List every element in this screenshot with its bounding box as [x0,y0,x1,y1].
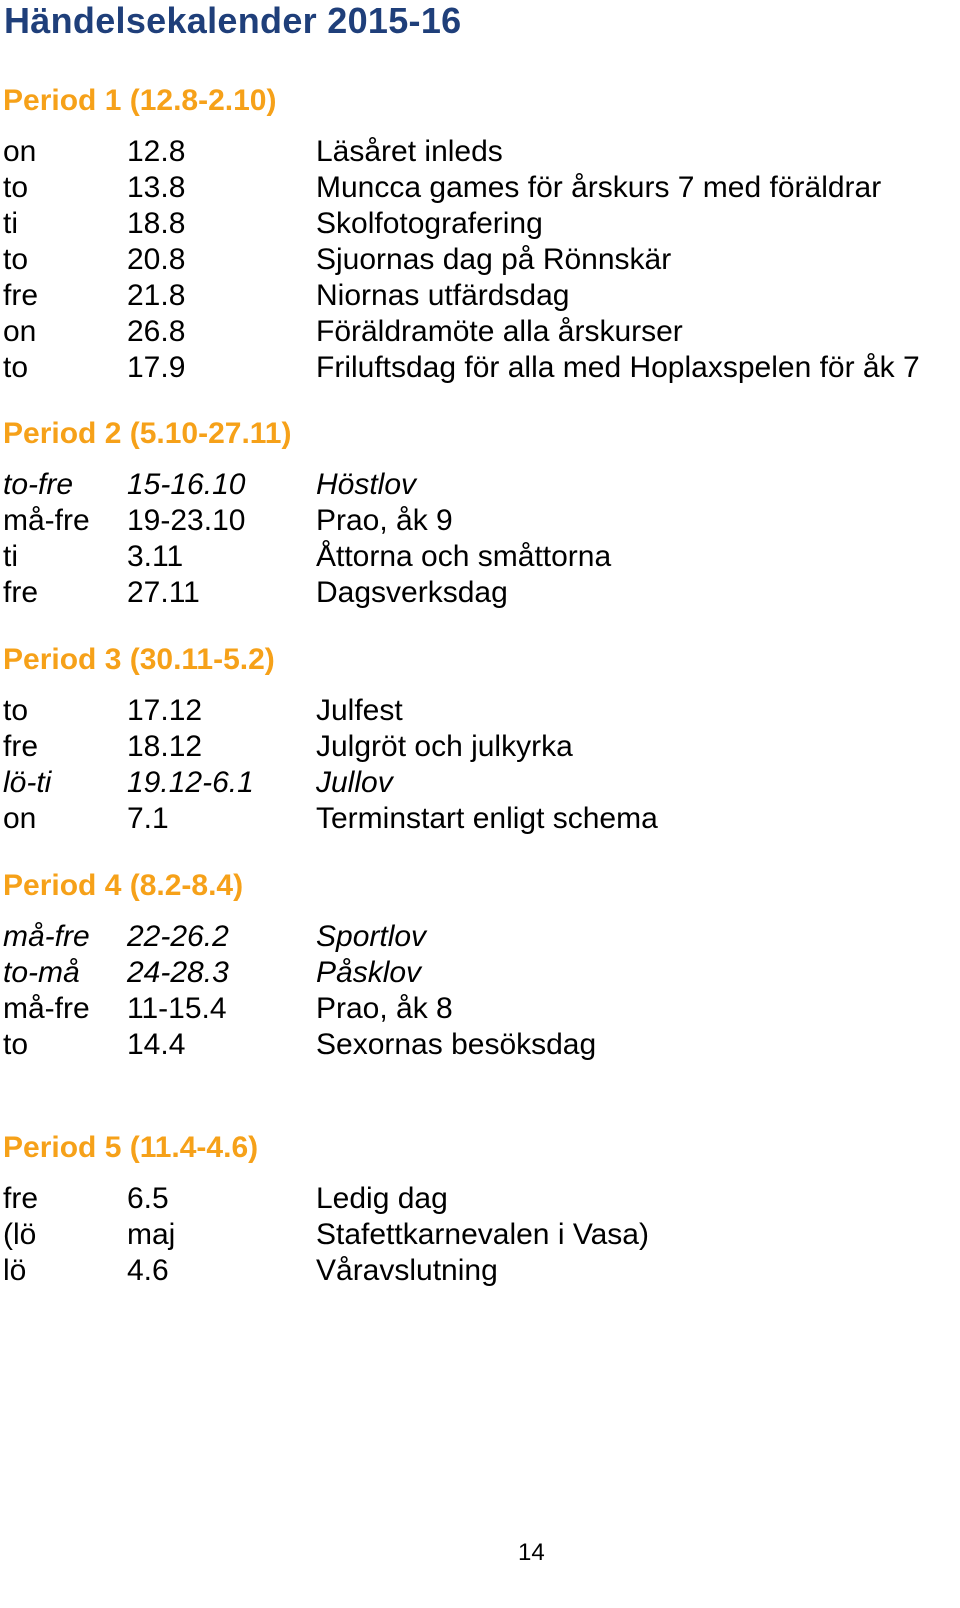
event-date: 19.12-6.1 [127,766,254,799]
event-day: lö [3,1254,27,1287]
event-day: lö-ti [3,766,52,799]
event-description: Läsåret inleds [316,135,503,168]
event-date: 24-28.3 [127,956,229,989]
event-row [0,1181,960,1217]
event-row [0,991,960,1027]
event-description: Åttorna och småttorna [316,540,612,573]
event-description: Föräldramöte alla årskurser [316,315,683,348]
event-day: on [3,802,37,835]
event-row [0,801,960,837]
event-date: 13.8 [127,171,186,204]
event-date: 17.12 [127,694,203,727]
event-date: 12.8 [127,135,186,168]
event-day: ti [3,540,18,573]
event-row [0,955,960,991]
event-date: 3.11 [127,540,184,573]
event-date: 21.8 [127,279,186,312]
event-description: Skolfotografering [316,207,543,240]
event-day: fre [3,279,39,312]
event-row [0,539,960,575]
event-row [0,765,960,801]
event-description: Sportlov [316,920,427,953]
period-2 [0,417,960,611]
event-row [0,314,960,350]
period-5 [0,1131,960,1289]
event-description: Terminstart enligt schema [316,802,658,835]
event-row [0,1253,960,1289]
event-day: fre [3,730,39,763]
event-row [0,693,960,729]
event-description: Stafettkarnevalen i Vasa) [316,1218,649,1251]
event-row [0,575,960,611]
event-date: 7.1 [127,802,169,835]
event-description: Sjuornas dag på Rönnskär [316,243,672,276]
event-description: Prao, åk 9 [316,504,453,537]
event-date: 17.9 [127,351,186,384]
event-date: 18.8 [127,207,186,240]
event-description: Niornas utfärdsdag [316,279,570,312]
event-date: 27.11 [127,576,200,609]
event-date: 6.5 [127,1182,169,1215]
event-day: må-fre [3,504,90,537]
event-date: 14.4 [127,1028,186,1061]
period-heading: Period 3 (30.11-5.2) [3,643,275,676]
event-row [0,503,960,539]
event-date: 18.12 [127,730,203,763]
event-row [0,242,960,278]
event-day: (lö [3,1218,37,1251]
event-day: må-fre [3,992,90,1025]
event-date: 22-26.2 [127,920,229,953]
event-day: fre [3,1182,39,1215]
event-day: to [3,1028,29,1061]
event-row [0,1027,960,1063]
event-row [0,919,960,955]
event-day: to [3,171,29,204]
event-description: Friluftsdag för alla med Hoplaxspelen för åk 7 [316,351,920,384]
event-date: 15-16.10 [127,468,246,501]
period-3 [0,643,960,837]
event-row [0,206,960,242]
document-title: Händelsekalender 2015-16 [4,0,462,41]
event-description: Jullov [316,766,393,799]
period-heading: Period 2 (5.10-27.11) [3,417,292,450]
event-row [0,1217,960,1253]
event-row [0,467,960,503]
period-heading: Period 5 (11.4-4.6) [3,1131,259,1164]
event-date: maj [127,1218,176,1251]
period-1 [0,84,960,386]
event-description: Påsklov [316,956,422,989]
event-description: Muncca games för årskurs 7 med föräldrar [316,171,882,204]
event-day: on [3,315,37,348]
event-description: Sexornas besöksdag [316,1028,597,1061]
event-row [0,729,960,765]
event-day: to-må [3,956,80,989]
event-row [0,134,960,170]
event-date: 26.8 [127,315,186,348]
event-date: 4.6 [127,1254,169,1287]
event-date: 20.8 [127,243,186,276]
event-day: to [3,243,29,276]
event-description: Dagsverksdag [316,576,508,609]
event-row [0,170,960,206]
event-day: fre [3,576,39,609]
event-description: Julfest [316,694,403,727]
event-row [0,278,960,314]
event-date: 19-23.10 [127,504,246,537]
event-day: to [3,694,29,727]
period-4 [0,869,960,1063]
event-day: to-fre [3,468,74,501]
event-description: Ledig dag [316,1182,448,1215]
event-description: Julgröt och julkyrka [316,730,573,763]
event-day: on [3,135,37,168]
event-date: 11-15.4 [127,992,227,1025]
event-day: må-fre [3,920,90,953]
period-heading: Period 1 (12.8-2.10) [3,84,277,117]
event-day: ti [3,207,18,240]
event-description: Prao, åk 8 [316,992,453,1025]
period-heading: Period 4 (8.2-8.4) [3,869,244,902]
event-row [0,350,960,386]
event-day: to [3,351,29,384]
event-description: Våravslutning [316,1254,498,1287]
page-number: 14 [518,1539,545,1566]
event-description: Höstlov [316,468,417,501]
